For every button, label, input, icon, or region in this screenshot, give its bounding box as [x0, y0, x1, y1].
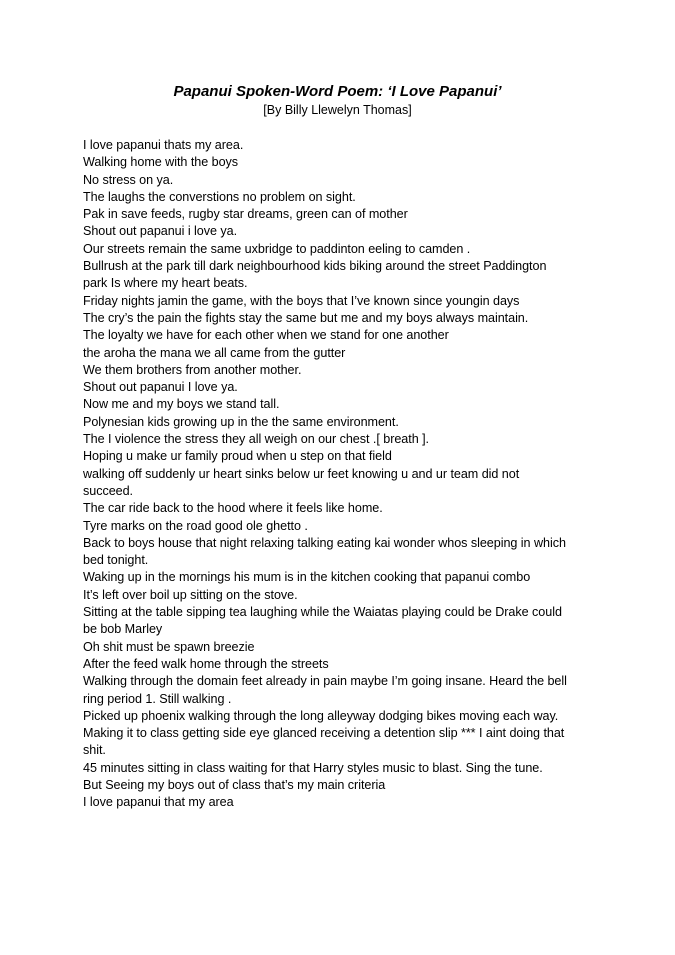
poem-line: Shout out papanui i love ya. [83, 224, 238, 239]
poem-line: It’s left over boil up sitting on the stove. [83, 587, 298, 602]
poem-line: Now me and my boys we stand tall. [83, 397, 280, 412]
poem-line: ring period 1. Still walking . [83, 691, 232, 706]
poem-line: Friday nights jamin the game, with the boys that I’ve known since youngin days [83, 293, 520, 308]
poem-line: I love papanui that my area [83, 795, 234, 810]
poem-line: be bob Marley [83, 622, 163, 637]
poem-line: The I violence the stress they all weigh on our chest .[ breath ]. [83, 432, 430, 447]
poem-line: The cry’s the pain the fights stay the same but me and my boys always maintain. [83, 310, 529, 325]
poem-line: succeed. [83, 483, 134, 498]
poem-line: No stress on ya. [83, 172, 174, 187]
poem-line: Sitting at the table sipping tea laughing while the Waiatas playing could be Drake could [83, 605, 562, 620]
poem-line: Walking home with the boys [83, 155, 239, 170]
poem-line: Polynesian kids growing up in the the same environment. [83, 414, 399, 429]
poem-line: Back to boys house that night relaxing talking eating kai wonder whos sleeping in which [83, 535, 566, 550]
poem-line: Pak in save feeds, rugby star dreams, green can of mother [83, 207, 408, 222]
poem-line: the aroha the mana we all came from the gutter [83, 345, 346, 360]
poem-line: Making it to class getting side eye glanced receiving a detention slip *** I aint doing that [83, 726, 565, 741]
poem-title: Papanui Spoken-Word Poem: ‘I Love Papanui’ [173, 83, 502, 100]
poem-body [83, 137, 603, 812]
poem-line: shit. [83, 743, 106, 758]
poem-line: Waking up in the mornings his mum is in the kitchen cooking that papanui combo [83, 570, 531, 585]
poem-line: Hoping u make ur family proud when u step on that field [83, 449, 392, 464]
poem-line: Our streets remain the same uxbridge to paddinton eeling to camden . [83, 241, 471, 256]
poem-line: But Seeing my boys out of class that’s my main criteria [83, 777, 386, 792]
poem-line: After the feed walk home through the streets [83, 656, 329, 671]
poem-byline: [By Billy Llewelyn Thomas] [263, 103, 412, 117]
poem-line: We them brothers from another mother. [83, 362, 302, 377]
poem-line: The loyalty we have for each other when we stand for one another [83, 328, 449, 343]
poem-line: Walking through the domain feet already in pain maybe I’m going insane. Heard the bell [83, 674, 567, 689]
poem-line: I love papanui thats my area. [83, 138, 244, 152]
poem-line: walking off suddenly ur heart sinks below ur feet knowing u and ur team did not [83, 466, 520, 481]
poem-line: The car ride back to the hood where it feels like home. [83, 501, 383, 516]
poem-line: 45 minutes sitting in class waiting for that Harry styles music to blast. Sing the tune. [83, 760, 543, 775]
poem-line: Tyre marks on the road good ole ghetto . [83, 518, 308, 533]
poem-line: Bullrush at the park till dark neighbourhood kids biking around the street Paddington [83, 259, 547, 274]
poem-line: Oh shit must be spawn breezie [83, 639, 255, 654]
poem-line: Picked up phoenix walking through the long alleyway dodging bikes moving each way. [83, 708, 559, 723]
poem-line: park Is where my heart beats. [83, 276, 248, 291]
poem-line: Shout out papanui I love ya. [83, 380, 238, 395]
poem-line: The laughs the converstions no problem on sight. [83, 189, 356, 204]
poem-line: bed tonight. [83, 553, 149, 568]
